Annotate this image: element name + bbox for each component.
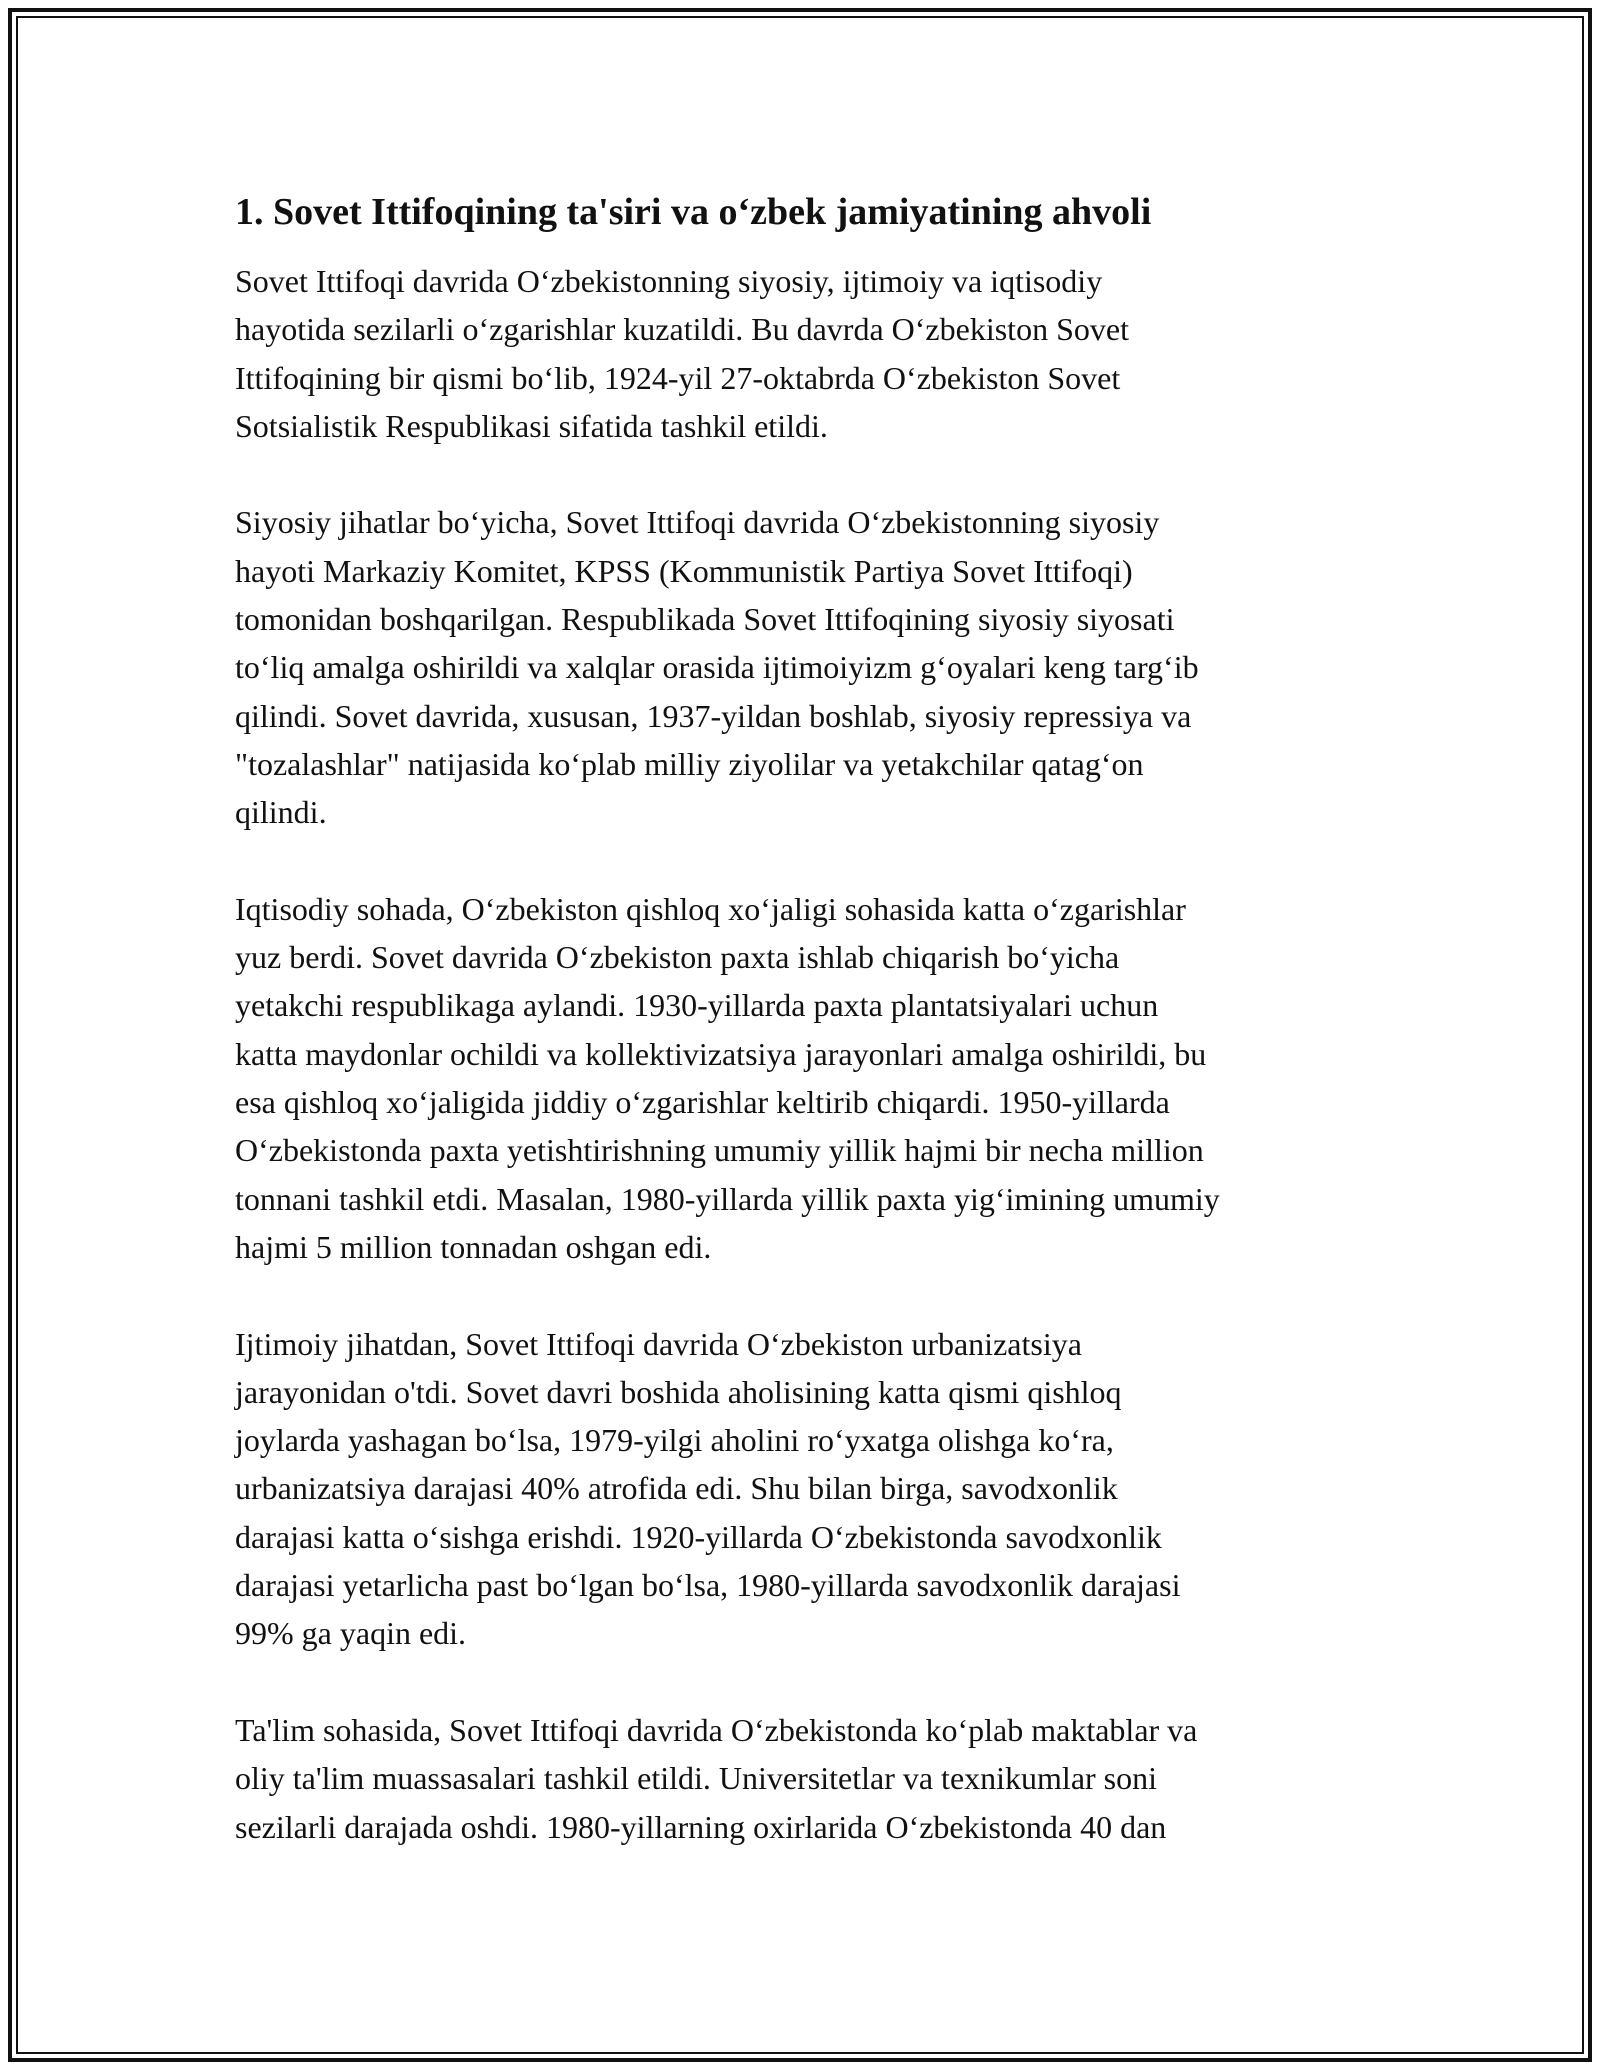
paragraph-social: Ijtimoiy jihatdan, Sovet Ittifoqi davrida O‘zbekiston urbanizatsiya jarayonidan o'tdi. Sovet davri boshida aholisining katta qismi qishloq joylarda yashagan bo‘lsa, 1979-yilgi aholini ro‘yxatga olishga ko‘ra, urbanizatsiya darajasi 40% atrofida edi. Shu bilan birga, savodxonlik darajasi katta o‘sishga erishdi. 1920-yillarda O‘zbekistonda savodxonlik darajasi yetarlicha past bo‘lgan bo‘lsa, 1980-yillarda savodxonlik darajasi 99% ga yaqin edi. <box>235 1325 1181 1652</box>
paragraph-political: Siyosiy jihatlar bo‘yicha, Sovet Ittifoqi davrida O‘zbekistonning siyosiy hayoti Markaziy Komitet, KPSS (Kommunistik Partiya Sovet Ittifoqi) tomonidan boshqarilgan. Respublikada Sovet Ittifoqining siyosiy siyosati to‘liq amalga oshirildi va xalqlar orasida ijtimoiyizm g‘oyalari keng targ‘ib qilindi. Sovet davrida, xususan, 1937-yildan boshlab, siyosiy repressiya va "tozalashlar" natijasida ko‘plab milliy ziyolilar va yetakchilar qatag‘on qilindi. <box>235 504 1199 831</box>
paragraph-intro: Sovet Ittifoqi davrida O‘zbekistonning siyosiy, ijtimoiy va iqtisodiy hayotida sezilarli o‘zgarishlar kuzatildi. Bu davrda O‘zbekiston Sovet Ittifoqining bir qismi bo‘lib, 1924-yil 27-oktabrda O‘zbekiston Sovet Sotsialistik Respublikasi sifatida tashkil etildi. <box>235 263 1129 444</box>
section-heading: 1. Sovet Ittifoqining ta'siri va o‘zbek jamiyatining ahvoli <box>235 191 1152 233</box>
paragraph-education: Ta'lim sohasida, Sovet Ittifoqi davrida O‘zbekistonda ko‘plab maktablar va oliy ta'lim muassasalari tashkil etildi. Universitetlar va texnikumlar soni sezilarli darajada oshdi. 1980-yillarning oxirlarida O‘zbekistonda 40 dan <box>235 1711 1198 1845</box>
paragraph-economic: Iqtisodiy sohada, O‘zbekiston qishloq xo‘jaligi sohasida katta o‘zgarishlar yuz berdi. Sovet davrida O‘zbekiston paxta ishlab chiqarish bo‘yicha yetakchi respublikaga aylandi. 1930-yillarda paxta plantatsiyalari uchun katta maydonlar ochildi va kollektivizatsiya jarayonlari amalga oshirildi, bu esa qishloq xo‘jaligida jiddiy o‘zgarishlar keltirib chiqardi. 1950-yillarda O‘zbekistonda paxta yetishtirishning umumiy yillik hajmi bir necha million tonnani tashkil etdi. Masalan, 1980-yillarda yillik paxta yig‘imining umumiy hajmi 5 million tonnadan oshgan edi. <box>235 890 1220 1265</box>
document-body <box>235 185 1385 1851</box>
